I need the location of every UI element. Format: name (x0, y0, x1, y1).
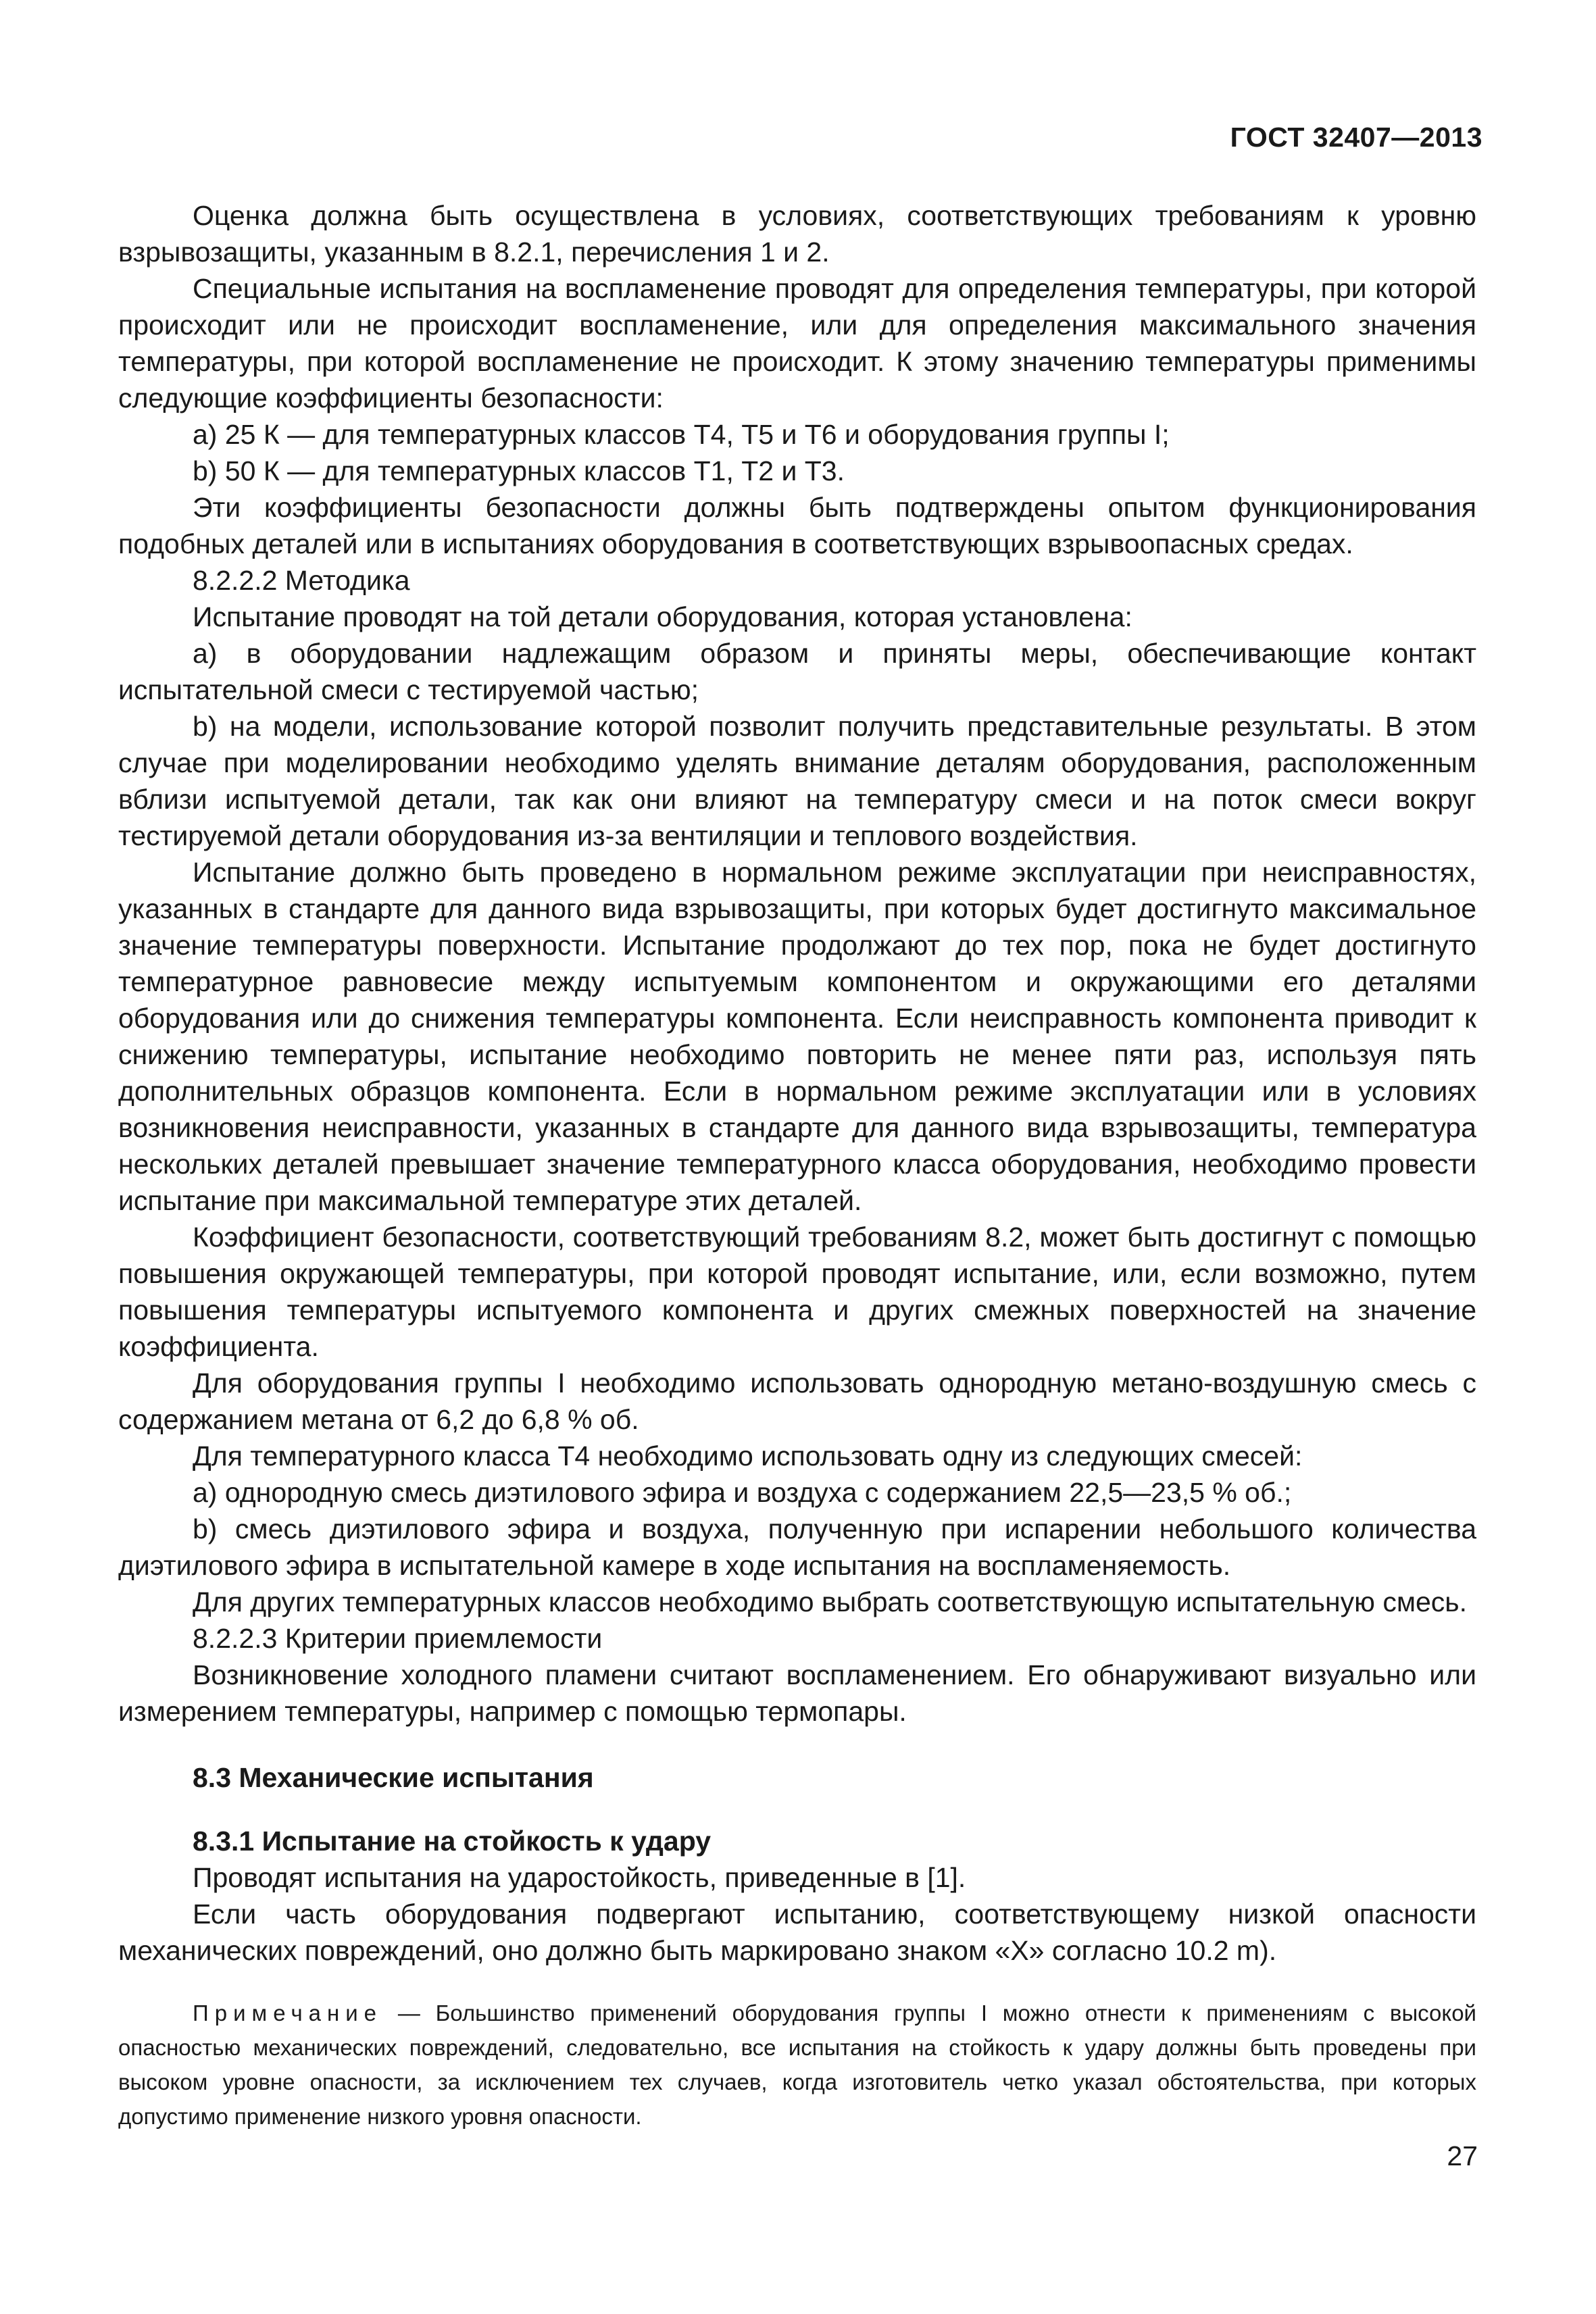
document-code: ГОСТ 32407—2013 (1230, 122, 1482, 153)
page-number: 27 (1447, 2140, 1478, 2171)
list-item: b) смесь диэтилового эфира и воздуха, полученную при испарении небольшого количества диэтилового эфира в испытательной камере в ходе испытания на воспламеняемость. (118, 1513, 1476, 1581)
list-item: а) однородную смесь диэтилового эфира и воздуха с содержанием 22,5—23,5 % об.; (193, 1477, 1292, 1508)
paragraph: Для оборудования группы I необходимо использовать однородную метано-воздушную смесь с содержанием метана от 6,2 до 6,8 % об. (118, 1367, 1476, 1435)
paragraph: Возникновение холодного пламени считают воспламенением. Его обнаруживают визуально или измерением температуры, например с помощью термопары. (118, 1659, 1476, 1727)
paragraph: Испытание проводят на той детали оборудования, которая установлена: (193, 601, 1132, 632)
paragraph: Для других температурных классов необходимо выбрать соответствующую испытательную смесь. (193, 1586, 1468, 1617)
note (118, 1996, 1476, 2134)
page-content (118, 197, 1476, 2134)
subclause-heading: 8.2.2.2 Методика (193, 565, 410, 596)
paragraph: Проводят испытания на ударостойкость, приведенные в [1]. (193, 1862, 966, 1893)
subsection-heading: 8.3.1 Испытание на стойкость к удару (193, 1826, 712, 1857)
subclause-heading: 8.2.2.3 Критерии приемлемости (193, 1623, 603, 1654)
list-item: b) 50 К — для температурных классов Т1, Т2 и Т3. (193, 455, 845, 486)
section-heading: 8.3 Механические испытания (193, 1762, 594, 1793)
paragraph: Испытание должно быть проведено в нормальном режиме эксплуатации при неисправностях, указанных в стандарте для данного вида взрывозащиты, при которых будет достигнуто максимальное значение температуры поверхности. Испытание продолжают до тех пор, пока не будет достигнуто температурное равновесие между испытуемым компонентом и окружающими его деталями оборудования или до снижения температуры компонента. Если неисправность компонента приводит к снижению температуры, испытание необходимо повторить не менее пяти раз, используя пять дополнительных образцов компонента. Если в нормальном режиме эксплуатации или в условиях возникновения неисправности, указанных в стандарте для данного вида взрывозащиты, температура нескольких деталей превышает значение температурного класса оборудования, необходимо провести испытание при максимальной температуре этих деталей. (118, 857, 1476, 1216)
paragraph: Коэффициент безопасности, соответствующий требованиям 8.2, может быть достигнут с помощью повышения окружающей температуры, при которой проводят испытание, или, если возможно, путем повышения температуры испытуемого компонента и других смежных поверхностей на значение коэффициента. (118, 1222, 1476, 1362)
paragraph: Если часть оборудования подвергают испытанию, соответствующему низкой опасности механических повреждений, оно должно быть маркировано знаком «X» согласно 10.2 m). (118, 1898, 1476, 1966)
note-text: — Большинство применений оборудования группы I можно отнести к применениям с высокой опасностью механических повреждений, следовательно, все испытания на стойкость к удару должны быть проведены при высоком уровне опасности, за исключением тех случаев, когда изготовитель четко указал обстоятельства, при которых допустимо применение низкого уровня опасности. (118, 2001, 1476, 2129)
paragraph: Для температурного класса Т4 необходимо использовать одну из следующих смесей: (193, 1440, 1303, 1472)
note-label: Примечание (193, 2001, 383, 2026)
paragraph: Специальные испытания на воспламенение проводят для определения температуры, при которой происходит или не происходит воспламенение, или для определения максимального значения температуры, при которой воспламенение не происходит. К этому значению температуры применимы следующие коэффициенты безопасности: (118, 273, 1476, 413)
list-item: а) в оборудовании надлежащим образом и приняты меры, обеспечивающие контакт испытательной смеси с тестируемой частью; (118, 638, 1476, 705)
list-item: b) на модели, использование которой позволит получить представительные результаты. В этом случае при моделировании необходимо уделять внимание деталям оборудования, расположенным вблизи испытуемой детали, так как они влияют на температуру смеси и на поток смеси вокруг тестируемой детали оборудования из-за вентиляции и теплового воздействия. (118, 711, 1476, 851)
paragraph: Эти коэффициенты безопасности должны быть подтверждены опытом функционирования подобных деталей или в испытаниях оборудования в соответствующих взрывоопасных средах. (118, 492, 1476, 559)
paragraph: Оценка должна быть осуществлена в условиях, соответствующих требованиям к уровню взрывозащиты, указанным в 8.2.1, перечисления 1 и 2. (118, 200, 1476, 268)
list-item: а) 25 К — для температурных классов Т4, Т5 и Т6 и оборудования группы I; (193, 419, 1170, 450)
